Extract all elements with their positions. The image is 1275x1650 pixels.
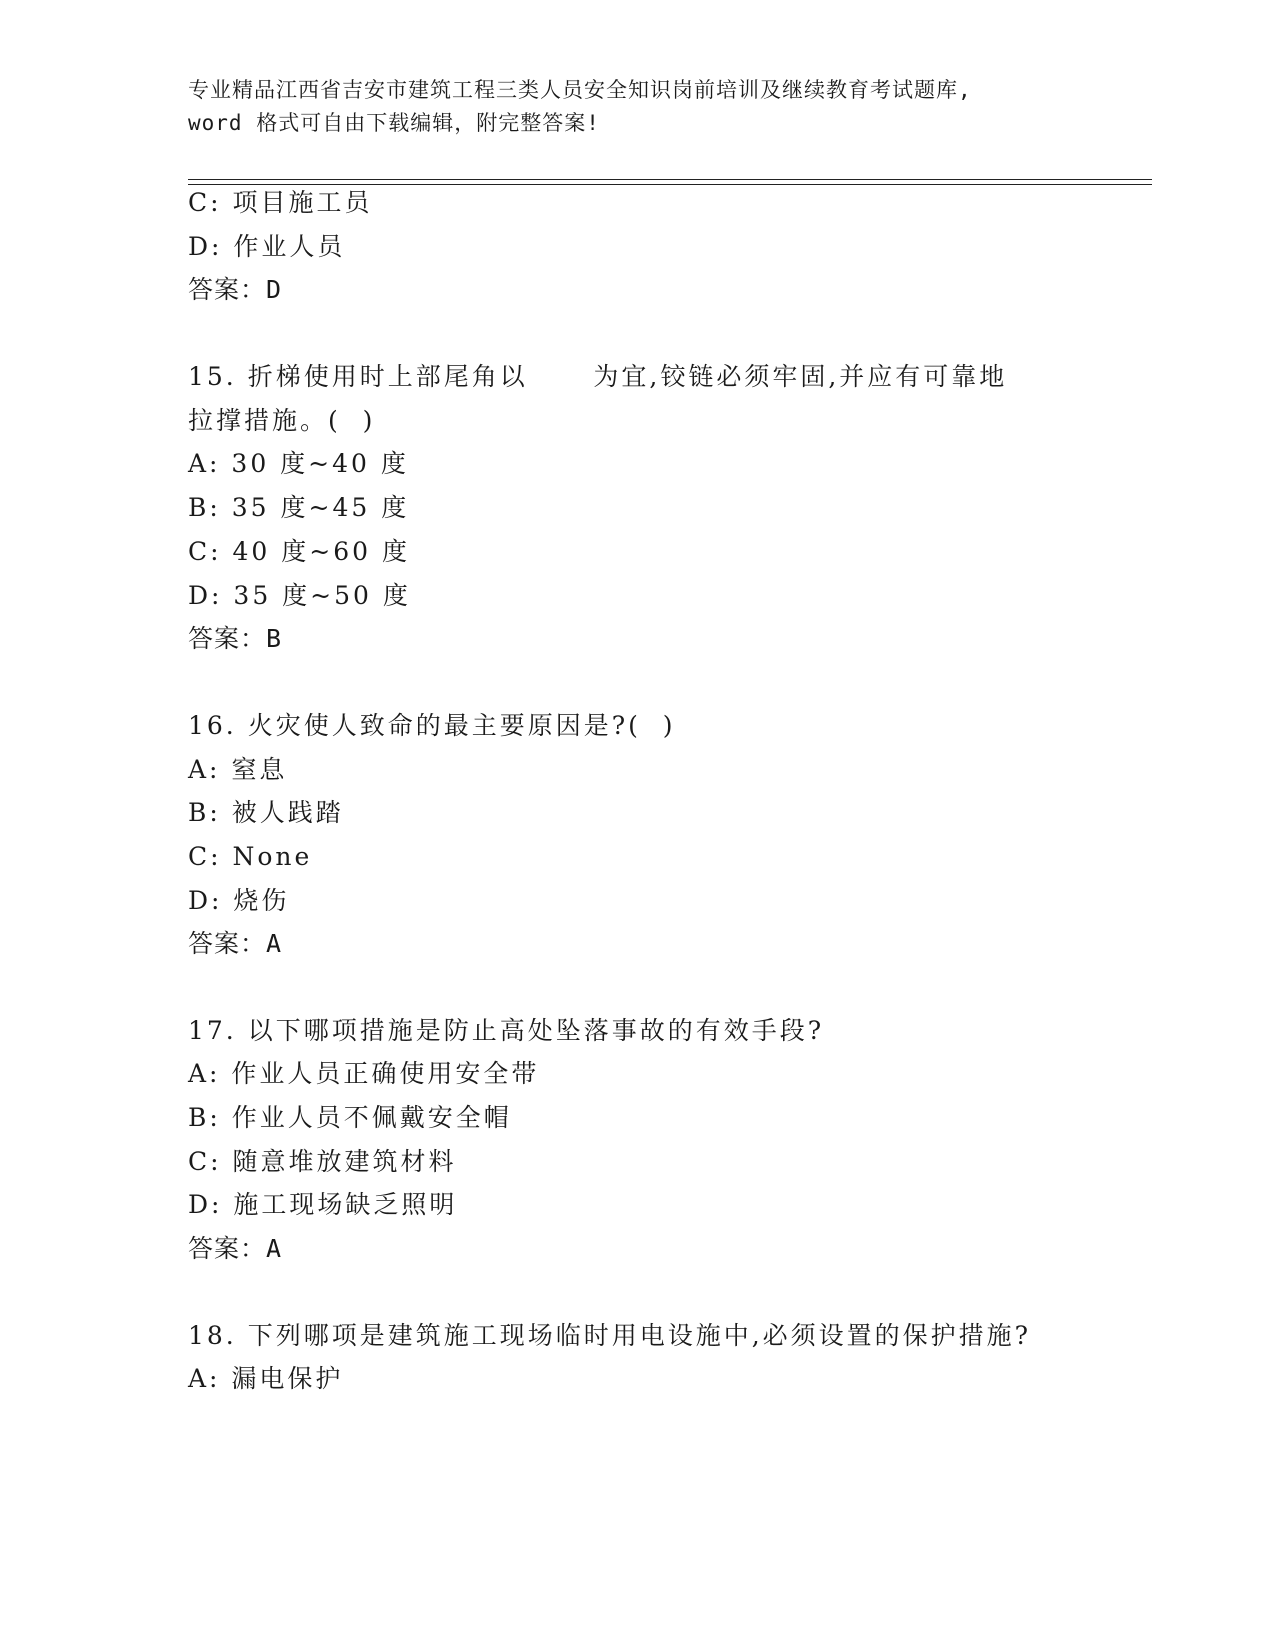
document-header [188,74,1088,140]
header-divider-bottom [188,184,1152,185]
answer-label: 答案： [188,624,267,653]
answer-value: D [266,275,283,304]
question-18-option-a: A: 漏电保护 [188,1364,344,1393]
answer-label: 答案： [188,929,267,958]
question-18-stem-line-1: 18. 下列哪项是建筑施工现场临时用电设施中,必须设置的保护措施? [188,1321,1032,1350]
header-divider-top [188,179,1152,180]
question-16-option-c: C: None [188,842,313,871]
header-title-line-2: word 格式可自由下载编辑，附完整答案! [188,111,600,135]
question-17-option-d: D: 施工现场缺乏照明 [188,1190,458,1219]
question-16-option-d: D: 烧伤 [188,886,290,915]
question-16-answer [188,927,282,961]
question-15-stem-line-1: 15. 折梯使用时上部尾角以 为宜,铰链必须牢固,并应有可靠地 [188,362,1008,391]
question-15-option-d: D: 35 度~50 度 [188,581,411,610]
answer-value: B [266,624,283,653]
question-17-option-b: B: 作业人员不佩戴安全帽 [188,1103,512,1132]
answer-value: A [266,1234,283,1263]
question-15-option-b: B: 35 度~45 度 [188,493,410,522]
prev-question-answer [188,273,282,307]
question-16-option-a: A: 窒息 [188,755,288,784]
question-16-stem-line-1: 16. 火灾使人致命的最主要原因是?( ) [188,711,676,740]
question-15-stem-line-2: 拉撑措施。( ) [188,406,376,435]
question-15-answer [188,622,282,656]
question-15-option-c: C: 40 度~60 度 [188,537,410,566]
question-15-option-a: A: 30 度~40 度 [188,449,409,478]
header-title-line-1: 专业精品江西省吉安市建筑工程三类人员安全知识岗前培训及继续教育考试题库, [188,78,972,102]
prev-question-option-d: D: 作业人员 [188,232,346,261]
answer-label: 答案： [188,275,267,304]
question-16-option-b: B: 被人践踏 [188,798,344,827]
answer-value: A [266,929,283,958]
question-17-option-c: C: 随意堆放建筑材料 [188,1147,457,1176]
prev-question-option-c: C: 项目施工员 [188,188,373,217]
answer-label: 答案： [188,1234,267,1263]
question-17-answer [188,1232,282,1266]
question-17-option-a: A: 作业人员正确使用安全带 [188,1059,540,1088]
question-17-stem-line-1: 17. 以下哪项措施是防止高处坠落事故的有效手段? [188,1016,825,1045]
